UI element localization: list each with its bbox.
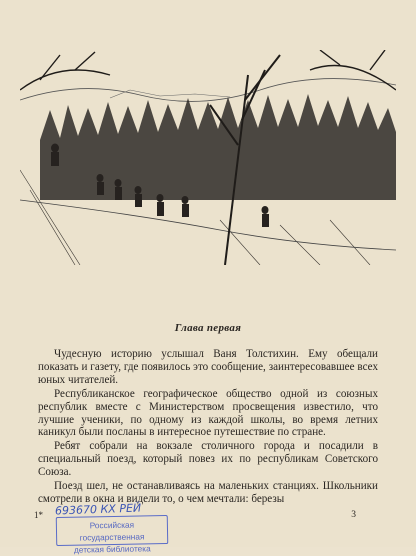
- forest-illustration: [20, 50, 396, 265]
- signature-mark: 1*: [34, 510, 43, 520]
- paragraph: Чудесную историю услышал Ваня Толстихин. Ему обещали показать и газету, где появилось это сообщение, заинтересовавшее всех юных читателей.: [38, 348, 378, 386]
- body-text: [38, 348, 378, 507]
- paragraph: Поезд шел, не останавливаясь на маленьких станциях. Школьники смотрели в окна и видели то, о чем мечтали: березы: [38, 480, 378, 505]
- page-number: 3: [351, 510, 356, 520]
- stamp-line-2: детская библиотека: [73, 543, 151, 555]
- paragraph: Республиканское географическое общество одной из союзных республик вместе с Министерством просвещения известило, что лучшие ученики, по одному из каждой школы, во время летних каникул были посланы в интересное путешествие по стране.: [38, 387, 378, 439]
- library-stamp: [56, 515, 168, 555]
- chapter-title: Глава первая: [174, 322, 242, 334]
- handwritten-code: 693670 КХ РЕЙ: [54, 501, 142, 518]
- stamp-line-1: Российская государственная: [79, 519, 145, 543]
- paragraph: Ребят собрали на вокзале столичного города и посадили в специальный поезд, который повез их по республикам Советского Союза.: [38, 440, 378, 479]
